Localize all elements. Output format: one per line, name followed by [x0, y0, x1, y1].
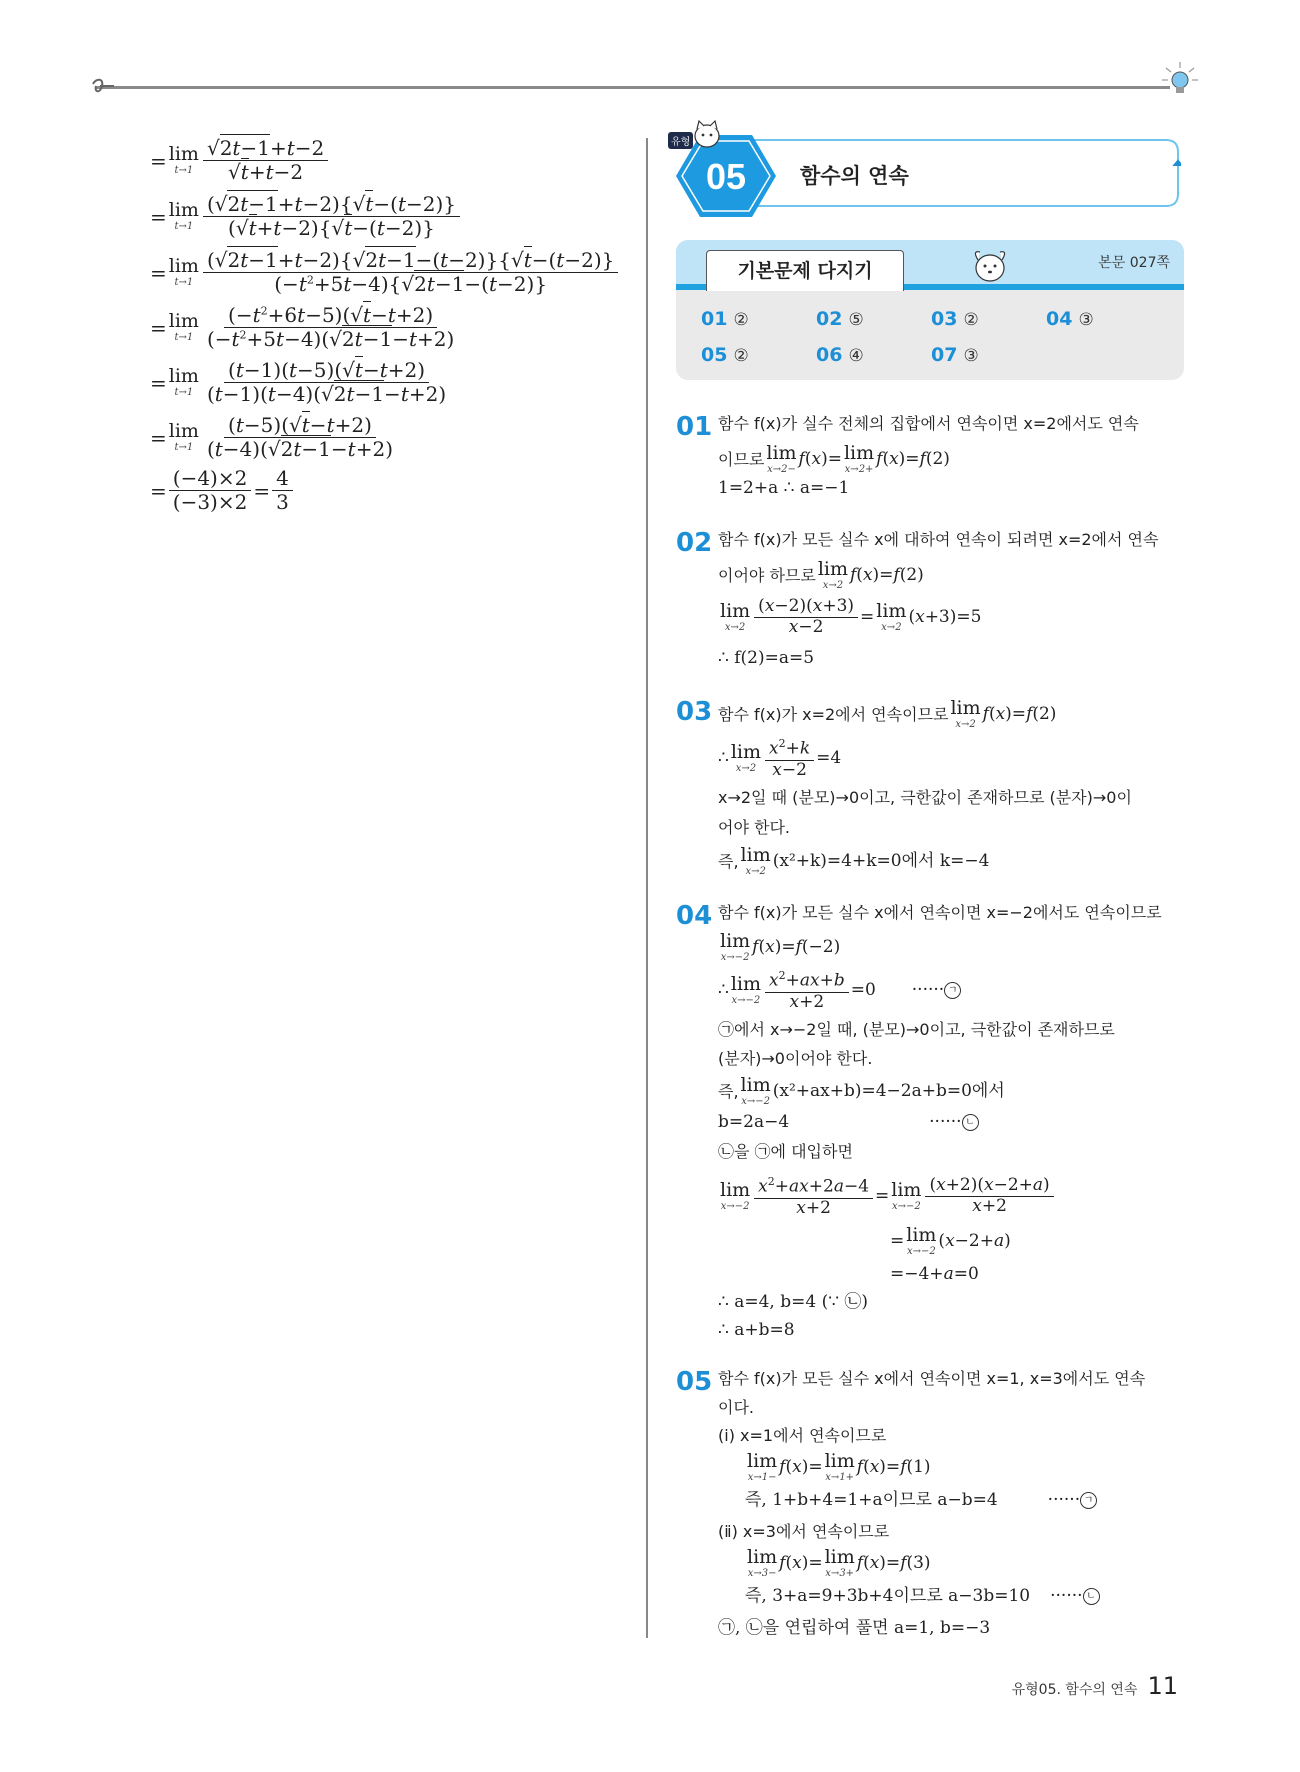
section-title: 함수의 연속: [800, 164, 909, 188]
svg-text:05: 05: [705, 156, 747, 197]
solution-line: (ⅱ) x=3에서 연속이므로: [718, 1522, 890, 1541]
answer-panel: [676, 240, 1184, 380]
page-footer: [1012, 1672, 1178, 1700]
solution-line: lim x→2 $\frac{(x-2)(x+3)}{x-2}$ = lim x→2 (x+3)=5: [720, 596, 982, 637]
answer-item: 04 ③: [1046, 308, 1094, 330]
panel-tab-title: 기본문제 다지기: [706, 250, 904, 291]
solution-line: ㉠에서 x→−2일 때, (분모)→0이고, 극한값이 존재하므로: [718, 1020, 1115, 1039]
solution-line: (분자)→0이어야 한다.: [718, 1049, 873, 1068]
solution-line: lim x→1− f(x)= lim x→1+ f(x)=f(1): [747, 1450, 931, 1483]
footer-section: 유형05. 함수의 연속: [1011, 1682, 1138, 1698]
equation-line: = lim t→1 $\frac{(t-1)(t-5)(√t-t+2)}{(t-1)(t-4)(√2t-1-t+2)}$: [150, 358, 447, 406]
paperclip-icon: [90, 76, 116, 98]
answer-item: 06 ④: [816, 344, 864, 366]
question-number: 04: [676, 901, 713, 931]
solution-line: x→2일 때 (분모)→0이고, 극한값이 존재하므로 (분자)→0이: [718, 788, 1132, 807]
solution-line: 즉, 3+a=9+3b+4이므로 a−3b=10 ······ ㄴ: [745, 1586, 1100, 1606]
solution-line: (ⅰ) x=1에서 연속이므로: [718, 1426, 887, 1445]
solution-line: 함수 f(x)가 실수 전체의 집합에서 연속이면 x=2에서도 연속: [718, 414, 1139, 433]
answer-item: 07 ③: [931, 344, 979, 366]
answer-item: 02 ⑤: [816, 308, 864, 330]
solution-line: 1=2+a ∴ a=−1: [718, 478, 850, 498]
type-tag: 유형: [668, 132, 693, 149]
solution-line: 이어야 하므로 lim x→2 f(x)=f(2): [718, 558, 924, 591]
solution-line: ∴ f(2)=a=5: [718, 648, 815, 668]
dog-mascot-icon: [966, 242, 1014, 286]
question-number: 03: [676, 697, 713, 727]
answer-item: 03 ②: [931, 308, 979, 330]
solution-line: = lim x→−2 (x−2+a): [890, 1224, 1011, 1257]
solution-line: ㉡을 ㉠에 대입하면: [718, 1142, 853, 1161]
equation-line: = lim t→1 $\frac{(-t^2+6t-5)(√t-t+2)}{(-t^2+5t-4)(√2t-1-t+2)}$: [150, 303, 455, 351]
solution-line: ㉠, ㉡을 연립하여 풀면 a=1, b=−3: [718, 1618, 991, 1638]
answer-item: 01 ②: [701, 308, 749, 330]
solution-line: b=2a−4 ······ ㄴ: [718, 1112, 979, 1132]
solution-line: ∴ lim x→2 $\frac{x^2+k}{x-2}$ =4: [718, 737, 842, 780]
equation-line: = lim t→1 $\frac{(√2t-1+t-2)\{√2t-1-(t-2)\}\{√t-(t-2)\}}{(-t^2+5t-4)\{√2t-1-(t-2)\}}$: [150, 250, 620, 295]
solution-line: 즉, lim x→−2 (x²+ax+b)=4−2a+b=0에서: [718, 1074, 1005, 1107]
solution-line: 함수 f(x)가 모든 실수 x에서 연속이면 x=1, x=3에서도 연속: [718, 1369, 1146, 1388]
solution-line: 이다.: [718, 1398, 754, 1417]
solution-line: 함수 f(x)가 모든 실수 x에서 연속이면 x=−2에서도 연속이므로: [718, 903, 1162, 922]
equation-line: = lim t→1 $\frac{√2t-1+t-2}{√t+t-2}$: [150, 138, 330, 183]
column-divider: [646, 138, 648, 1638]
answer-item: 05 ②: [701, 344, 749, 366]
solution-line: ∴ lim x→−2 $\frac{x^2+ax+b}{x+2}$ =0 ······ ㄱ: [718, 970, 961, 1011]
solution-line: 함수 f(x)가 x=2에서 연속이므로 lim x→2 f(x)=f(2): [718, 697, 1057, 730]
question-number: 05: [676, 1367, 713, 1397]
solution-line: 함수 f(x)가 모든 실수 x에 대하여 연속이 되려면 x=2에서 연속: [718, 530, 1159, 549]
page-number: 11: [1147, 1672, 1178, 1700]
solution-line: lim x→−2 f(x)=f(−2): [720, 930, 841, 963]
solution-line: ∴ a=4, b=4 (∵ ㉡): [718, 1292, 869, 1312]
question-number: 02: [676, 528, 713, 558]
top-rule: [95, 86, 1170, 89]
page-reference: 본문 027쪽: [1098, 255, 1170, 271]
solution-line: lim x→3− f(x)= lim x→3+ f(x)=f(3): [747, 1546, 931, 1579]
equation-line-final: = $\frac{(-4)\times 2}{(-3)\times 2}$ = $\frac{4}{3}$: [150, 468, 295, 513]
cat-mascot-icon: [690, 118, 724, 152]
solution-line: 이므로 lim x→2− f(x)= lim x→2+ f(x)=f(2): [718, 442, 950, 475]
solution-line: lim x→−2 $\frac{x^2+ax+2a-4}{x+2}$ = lim x→−2 $\frac{(x+2)(x-2+a)}{x+2}$: [718, 1176, 1056, 1217]
lightbulb-icon: [1160, 58, 1200, 102]
solution-line: =−4+a=0: [890, 1264, 979, 1284]
equation-line: = lim t→1 $\frac{(√2t-1+t-2)\{√t-(t-2)\}}{(√t+t-2)\{√t-(t-2)\}}$: [150, 194, 462, 239]
solution-line: 어야 한다.: [718, 818, 790, 837]
solution-line: ∴ a+b=8: [718, 1320, 795, 1340]
solution-line: 즉, 1+b+4=1+a이므로 a−b=4 ······ ㄱ: [745, 1490, 1097, 1510]
equation-line: = lim t→1 $\frac{(t-5)(√t-t+2)}{(t-4)(√2t-1-t+2)}$: [150, 413, 394, 461]
question-number: 01: [676, 412, 713, 442]
solution-line: 즉, lim x→2 (x²+k)=4+k=0에서 k=−4: [718, 844, 990, 877]
